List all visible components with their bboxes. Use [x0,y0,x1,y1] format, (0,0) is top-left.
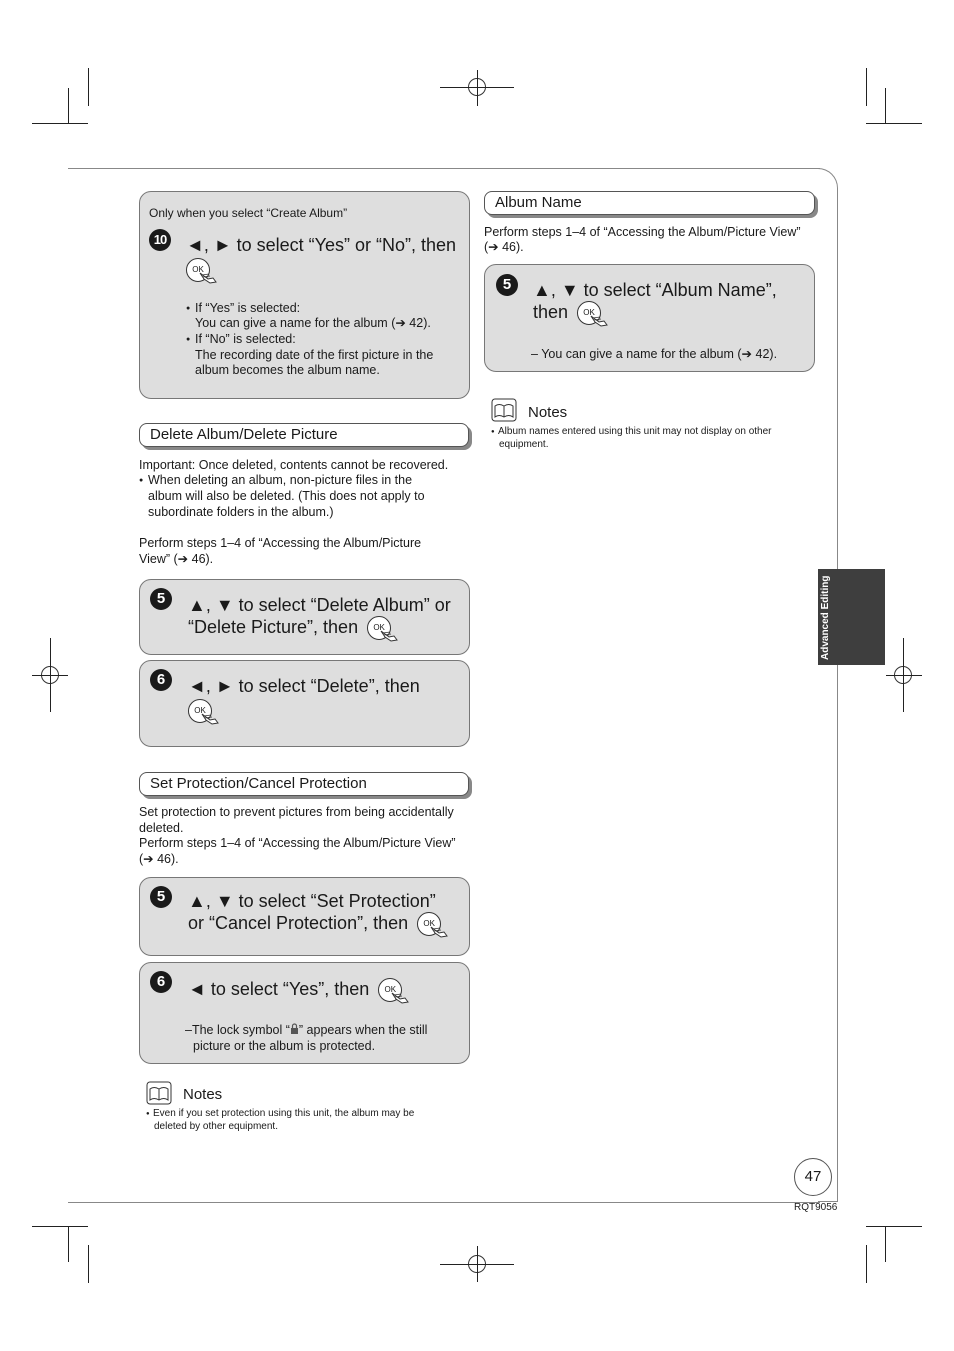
protection-perform-line-2: (➔ 46). [139,852,179,866]
right-notes-line-2: equipment. [499,439,549,450]
ok-button-icon: OK [577,301,601,325]
ok-button-icon: OK [367,616,391,640]
album-name-step-5-box [484,264,815,372]
protection-step-6-line-1: ◄ to select “Yes”, then OK [188,978,402,1002]
lock-symbol-note-line-1: –The lock symbol “ ” appears when the still [185,1023,428,1037]
right-notes-label: Notes [528,404,568,421]
delete-step-6-line-1: ◄, ► to select “Delete”, then [188,676,420,696]
step-number-5: 5 [150,886,172,908]
page-frame-right [818,168,838,1202]
protection-step-6-box [139,962,470,1064]
ok-button-icon: OK [188,699,212,723]
bullet-if-no-text-1: The recording date of the first picture in the [195,348,434,362]
album-name-step-5-note: – You can give a name for the album (➔ 42). [531,347,778,361]
bullet-if-yes-text: You can give a name for the album (➔ 42). [195,316,431,330]
protection-perform-line-1: Perform steps 1–4 of “Accessing the Album/Picture View” [139,836,456,850]
create-album-condition-note: Only when you select “Create Album” [149,206,348,220]
delete-step-5-line-1: ▲, ▼ to select “Delete Album” or [188,595,451,615]
lock-symbol-note-line-2: picture or the album is protected. [193,1039,376,1053]
page-frame-top [68,168,820,169]
protection-step-5-line-1: ▲, ▼ to select “Set Protection” [188,891,436,911]
album-name-section-heading: Album Name [484,191,815,215]
delete-bullet-line-3: subordinate folders in the album.) [148,505,334,519]
bullet-if-yes-title: ● If “Yes” is selected: [186,301,301,315]
bullet-if-no-text-2: album becomes the album name. [195,363,380,377]
page-number: 47 [794,1158,832,1196]
album-name-step-5-line-1: ▲, ▼ to select “Album Name”, [533,280,777,300]
delete-step-5-box [139,579,470,655]
notes-book-icon [491,398,517,422]
protection-section-heading: Set Protection/Cancel Protection [139,772,469,796]
album-name-perform-line-1: Perform steps 1–4 of “Accessing the Album/Picture View” [484,225,801,239]
delete-bullet-line-2: album will also be deleted. (This does not apply to [148,489,425,503]
step-number-5: 5 [150,588,172,610]
page-frame-bottom [68,1202,820,1203]
ok-button-icon: OK [186,258,210,282]
protection-step-5-line-2: or “Cancel Protection”, then OK [188,912,441,936]
protection-desc-line-1: Set protection to prevent pictures from being accidentally [139,805,454,819]
protection-step-5-box [139,877,470,956]
bullet-if-no-title: ● If “No” is selected: [186,332,296,346]
create-album-step-box [139,191,470,399]
delete-important-text: Important: Once deleted, contents cannot be recovered. [139,458,449,472]
album-name-perform-line-2: (➔ 46). [484,240,524,254]
protection-desc-line-2: deleted. [139,821,184,835]
step-number-10: 10 [149,229,171,251]
delete-section-heading: Delete Album/Delete Picture [139,423,469,447]
album-name-step-5-line-2: then OK [533,301,601,325]
step-number-6: 6 [150,669,172,691]
advanced-editing-side-tab-label: Advanced Editing [820,575,831,660]
ok-button-icon: OK [417,912,441,936]
lock-icon [290,1023,299,1035]
notes-book-icon [146,1081,172,1105]
delete-perform-line-1: Perform steps 1–4 of “Accessing the Album/Picture [139,536,422,550]
delete-bullet-line-1: ● When deleting an album, non-picture files in the [139,473,413,487]
step-number-5: 5 [496,274,518,296]
left-notes-label: Notes [183,1086,223,1103]
step-number-6: 6 [150,971,172,993]
delete-step-6-box [139,660,470,747]
left-notes-line-1: ● Even if you set protection using this unit, the album may be [146,1108,415,1119]
delete-step-5-line-2: “Delete Picture”, then OK [188,616,391,640]
right-notes-line-1: ● Album names entered using this unit may not display on other [491,426,772,437]
ok-button-icon: OK [378,978,402,1002]
step-10-instruction: ◄, ► to select “Yes” or “No”, then [186,235,457,255]
left-notes-line-2: deleted by other equipment. [154,1121,278,1132]
document-code: RQT9056 [794,1202,838,1213]
delete-perform-line-2: View” (➔ 46). [139,552,214,566]
